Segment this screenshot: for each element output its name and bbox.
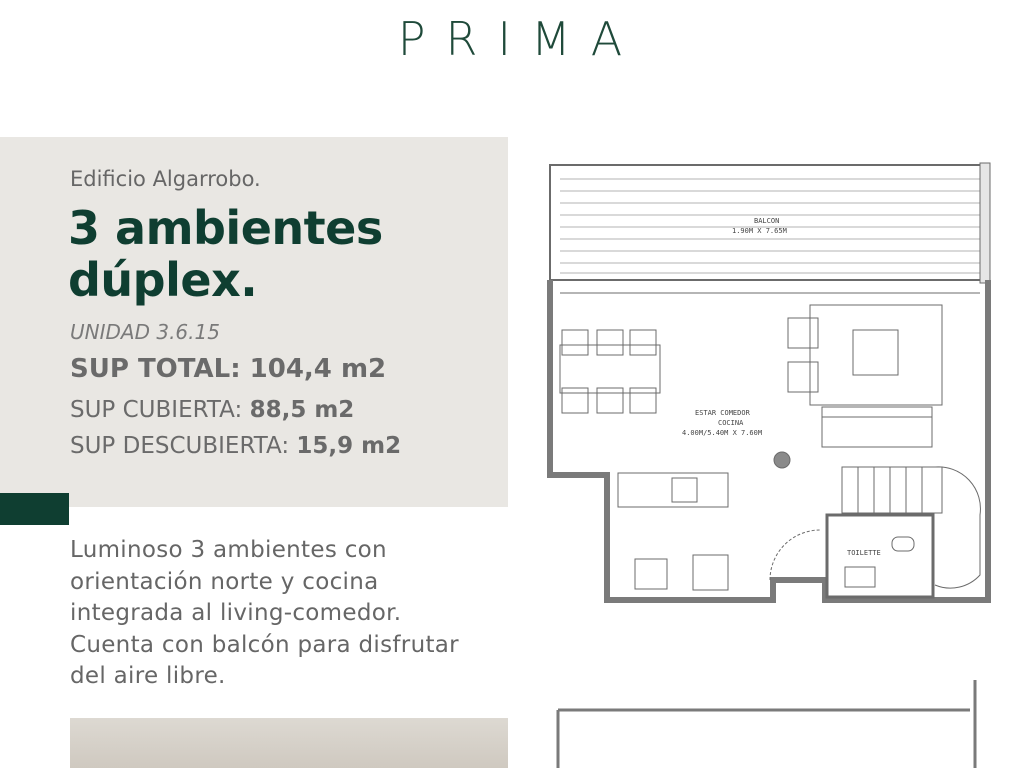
fridge: [693, 555, 728, 590]
sup-descubierta: [70, 433, 401, 459]
title-line-1: 3 ambientes: [68, 201, 383, 255]
coffee-table: [853, 330, 898, 375]
sup-descubierta-value: 15,9 m2: [296, 433, 402, 459]
title-line-2: dúplex.: [68, 253, 258, 307]
floor-plan-upper: [550, 675, 990, 768]
basin: [845, 567, 875, 587]
accent-bar: [0, 493, 69, 525]
balcony-deck-lines: [560, 179, 980, 273]
sup-descubierta-label: SUP DESCUBIERTA:: [70, 433, 290, 459]
estar-dims: 4.00M/5.40M X 7.60M: [682, 429, 763, 437]
balcon-label: BALCON: [754, 217, 780, 225]
dining-chairs: [560, 330, 660, 413]
armchair-2: [788, 362, 818, 392]
sup-total-label: SUP TOTAL:: [70, 354, 241, 384]
listing-title: [68, 202, 383, 306]
sup-cubierta-value: 88,5 m2: [249, 397, 355, 423]
floor-plan: [540, 155, 1000, 615]
sup-cubierta-label: SUP CUBIERTA:: [70, 397, 243, 423]
estar-label: ESTAR COMEDOR: [695, 409, 750, 417]
armchair-1: [788, 318, 818, 348]
interior-photo: [70, 718, 508, 768]
stairs: [842, 467, 942, 513]
sup-total: [70, 354, 386, 384]
brand-logo: PRIMA: [397, 12, 643, 66]
sup-total-value: 104,4 m2: [249, 354, 387, 384]
sup-cubierta: [70, 397, 354, 423]
toilette-label: TOILETTE: [847, 549, 881, 557]
sink: [672, 478, 697, 502]
balcon-dims: 1.90M X 7.65M: [732, 227, 787, 235]
column: [774, 452, 790, 468]
listing-description: Luminoso 3 ambientes con orientación norte y cocina integrada al living-comedor. Cuenta con balcón para disfrutar del aire libre.: [70, 537, 459, 689]
stove: [635, 559, 667, 589]
rug: [810, 305, 942, 405]
toilet: [892, 537, 914, 551]
cocina-label: COCINA: [718, 419, 744, 427]
unit-number: UNIDAD 3.6.15: [70, 320, 220, 344]
sofa: [822, 407, 932, 447]
building-name: Edificio Algarrobo.: [70, 167, 261, 191]
